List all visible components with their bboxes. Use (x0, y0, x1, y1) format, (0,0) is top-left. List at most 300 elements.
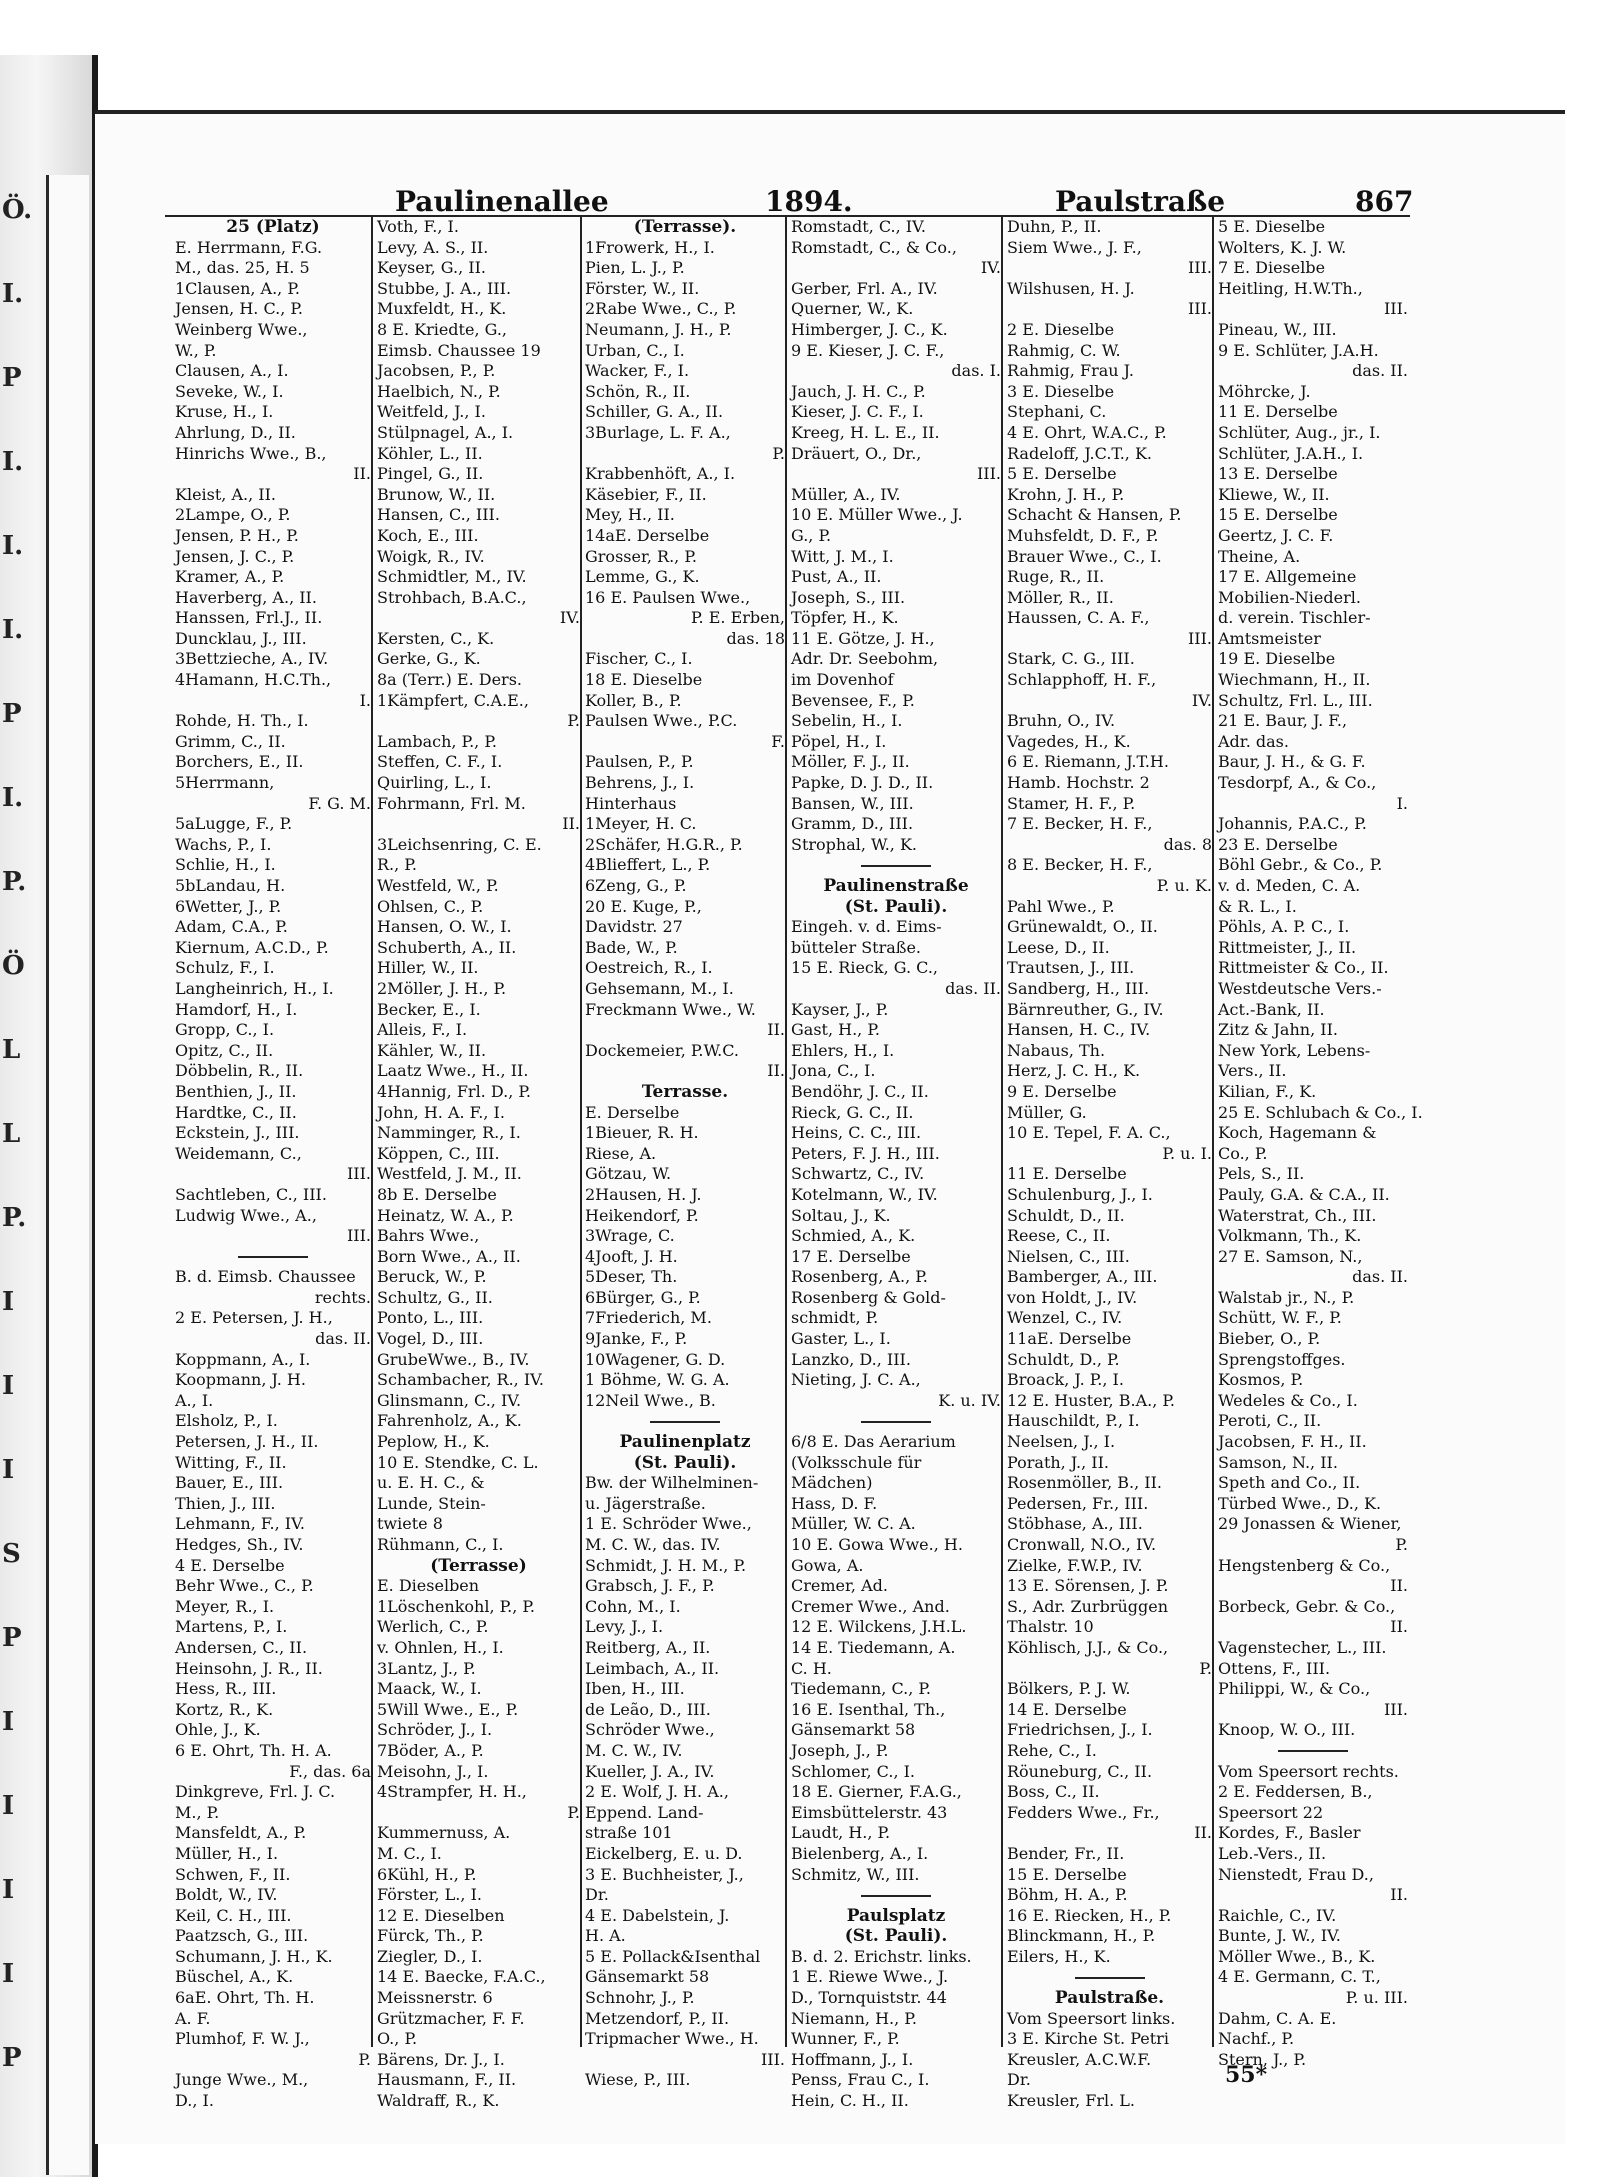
binding-mark: I. (2, 531, 24, 561)
directory-entry: 17 E. Derselbe (791, 1246, 911, 1266)
directory-entry: Lemme, G., K. (585, 567, 700, 587)
directory-entry: Böhm, H. A., P. (1007, 1885, 1128, 1905)
directory-entry: Jacobsen, P., P. (377, 361, 496, 381)
directory-entry: Neelsen, J., I. (1007, 1432, 1116, 1452)
directory-entry: Jensen, J. C., P. (175, 546, 295, 566)
directory-entry: Becker, E., I. (377, 999, 481, 1019)
directory-entry: Gramm, D., III. (791, 814, 914, 834)
directory-entry: Hinterhaus (585, 793, 677, 813)
directory-entry: Kosmos, P. (1218, 1370, 1304, 1390)
directory-entry: A., I. (175, 1390, 214, 1410)
directory-entry: I. (1396, 793, 1408, 813)
directory-entry: Seveke, W., I. (175, 381, 284, 401)
directory-entry: 13 E. Sörensen, J. P. (1007, 1576, 1169, 1596)
directory-entry: Kiernum, A.C.D., P. (175, 937, 329, 957)
directory-entry: 9Janke, F., P. (585, 1329, 688, 1349)
directory-entry: Amtsmeister (1218, 628, 1321, 648)
directory-entry: Strohbach, B.A.C., (377, 587, 527, 607)
directory-entry: das. II. (1352, 361, 1408, 381)
directory-entry: Möller, R., II. (1007, 587, 1114, 607)
directory-entry: Glinsmann, C., IV. (377, 1390, 522, 1410)
directory-entry: P. (1199, 1658, 1212, 1678)
section-divider (791, 855, 1001, 876)
directory-entry: Bielenberg, A., I. (791, 1843, 929, 1863)
directory-entry: Eickelberg, E. u. D. (585, 1843, 743, 1863)
directory-entry: Ohle, J., K. (175, 1720, 261, 1740)
directory-entry: Müller, H., I. (175, 1843, 279, 1863)
directory-entry: Levy, A. S., II. (377, 237, 489, 257)
directory-entry: M. C. W., das. IV. (585, 1535, 721, 1554)
directory-entry: Speersort 22 (1218, 1802, 1324, 1822)
section-heading: Terrasse. (641, 1081, 729, 1102)
directory-entry: Pöpel, H., I. (791, 731, 887, 751)
directory-entry: 4 E. Derselbe (175, 1555, 285, 1575)
directory-entry: 4 E. Ohrt, W.A.C., P. (1007, 422, 1167, 442)
directory-entry: Schulenburg, J., I. (1007, 1184, 1153, 1204)
directory-entry: 2Lampe, O., P. (175, 505, 291, 525)
directory-entry: Sandberg, H., III. (1007, 978, 1150, 998)
directory-entry: das. II. (945, 978, 1001, 998)
directory-entry: Rahmig, Frau J. (1007, 361, 1134, 381)
directory-entry: Grünewaldt, O., II. (1007, 917, 1158, 937)
directory-entry: 10Wagener, G. D. (585, 1349, 726, 1369)
directory-entry: 15 E. Derselbe (1007, 1864, 1127, 1884)
binding-mark: Ö (2, 951, 25, 981)
directory-entry: Soltau, J., K. (791, 1205, 891, 1225)
directory-entry: Köhler, L., II. (377, 443, 483, 463)
directory-entry: 4Jooft, J. H. (585, 1246, 678, 1266)
directory-entry: Laudt, H., P. (791, 1823, 891, 1843)
directory-entry: III. (760, 2049, 785, 2069)
directory-entry: D., I. (175, 2091, 214, 2111)
directory-entry: P. (1395, 1535, 1408, 1554)
directory-entry: Heinatz, W. A., P. (377, 1205, 514, 1225)
page-number: 867 (1355, 185, 1414, 218)
directory-entry: Schwen, F., II. (175, 1864, 291, 1884)
directory-entry: Ruge, R., II. (1007, 567, 1105, 587)
directory-entry: Cronwall, N.O., IV. (1007, 1535, 1157, 1554)
directory-entry: Cohn, M., I. (585, 1596, 681, 1616)
directory-entry: Witting, F., II. (175, 1452, 287, 1472)
directory-entry: Kummernuss, A. (377, 1823, 511, 1843)
directory-entry: New York, Lebens- (1218, 1040, 1371, 1060)
directory-entry: Heikendorf, P. (585, 1205, 699, 1225)
directory-entry: Peroti, C., II. (1218, 1411, 1322, 1431)
directory-entry: K. u. IV. (938, 1390, 1001, 1410)
section-heading: Paulsplatz (846, 1905, 946, 1926)
directory-entry: Werlich, C., P. (377, 1617, 489, 1637)
directory-entry: 6aE. Ohrt, Th. H. (175, 1988, 315, 2008)
directory-entry: Schütt, W. F., P. (1218, 1308, 1342, 1328)
directory-entry: II. (1390, 1617, 1408, 1637)
directory-entry: 12 E. Dieselben (377, 1905, 505, 1925)
directory-entry: Benthien, J., II. (175, 1081, 297, 1101)
directory-entry: R., P. (377, 855, 417, 875)
directory-entry: Friedrichsen, J., I. (1007, 1720, 1153, 1740)
column-4 (791, 217, 1003, 2111)
directory-entry: Iben, H., III. (585, 1679, 685, 1699)
directory-entry: 18 E. Gierner, F.A.G., (791, 1782, 962, 1802)
directory-entry: Nienstedt, Frau D., (1218, 1864, 1374, 1884)
directory-entry: Tripmacher Wwe., H. (585, 2029, 759, 2049)
directory-entry: Meissnerstr. 6 (377, 1988, 493, 2008)
directory-entry: III. (976, 464, 1001, 484)
section-heading: (Terrasse). (633, 217, 737, 237)
directory-entry: Eimsb. Chaussee 19 (377, 340, 541, 360)
directory-entry: Knoop, W. O., III. (1218, 1720, 1356, 1740)
directory-entry: Koch, E., III. (377, 525, 479, 545)
directory-entry: 5Herrmann, (175, 773, 275, 793)
directory-entry: das. II. (1352, 1267, 1408, 1287)
directory-entry: Reitberg, A., II. (585, 1637, 711, 1657)
directory-entry: Rosenmöller, B., II. (1007, 1473, 1162, 1493)
directory-entry: Krohn, J. H., P. (1007, 484, 1125, 504)
directory-entry: Weidemann, C., (175, 1143, 302, 1163)
directory-entry: Stülpnagel, A., I. (377, 422, 514, 442)
directory-entry: 9 E. Kieser, J. C. F., (791, 340, 945, 360)
directory-entry: Lehmann, F., IV. (175, 1514, 305, 1534)
directory-entry: Schmied, A., K. (791, 1226, 916, 1246)
directory-entry: M. C. W., IV. (585, 1740, 683, 1760)
directory-entry: Volkmann, Th., K. (1218, 1226, 1362, 1246)
directory-entry: Sprengstoffges. (1218, 1349, 1346, 1369)
directory-entry: 14aE. Derselbe (585, 525, 710, 545)
binding-mark: I. (2, 783, 24, 813)
directory-entry: Hiller, W., II. (377, 958, 479, 978)
binding-mark: I (2, 1287, 15, 1317)
directory-entry: II. (767, 1020, 785, 1040)
directory-entry: Laatz Wwe., H., II. (377, 1061, 529, 1081)
directory-entry: Joseph, S., III. (791, 587, 906, 607)
directory-entry: Borbeck, Gebr. & Co., (1218, 1596, 1396, 1616)
signature-mark: 55* (1225, 2062, 1268, 2088)
section-divider (585, 1411, 785, 1432)
directory-entry: 6 E. Riemann, J.T.H. (1007, 752, 1169, 772)
directory-entry: 12 E. Wilckens, J.H.L. (791, 1617, 967, 1637)
directory-entry: Kortz, R., K. (175, 1699, 274, 1719)
directory-entry: Mansfeldt, A., P. (175, 1823, 307, 1843)
directory-entry: Wedeles & Co., I. (1218, 1390, 1358, 1410)
directory-entry: Leese, D., II. (1007, 937, 1110, 957)
directory-entry: 3Burlage, L. F. A., (585, 422, 731, 442)
directory-entry: 6Bürger, G., P. (585, 1287, 701, 1307)
directory-entry: Schuldt, D., II. (1007, 1205, 1125, 1225)
directory-entry: Paulsen Wwe., P.C. (585, 711, 738, 731)
directory-entry: Jensen, P. H., P. (175, 525, 299, 545)
directory-entry: Keyser, G., II. (377, 258, 486, 278)
directory-entry: Duhn, P., II. (1007, 217, 1102, 236)
directory-entry: Schmitz, W., III. (791, 1864, 920, 1884)
binding-mark: P (2, 363, 22, 393)
directory-entry: Nielsen, C., III. (1007, 1246, 1130, 1266)
directory-entry: Vagenstecher, L., III. (1218, 1637, 1387, 1657)
directory-entry: GrubeWwe., B., IV. (377, 1349, 530, 1369)
directory-entry: Adam, C.A., P. (175, 917, 288, 937)
directory-entry: Rittmeister & Co., II. (1218, 958, 1389, 978)
section-divider (791, 1885, 1001, 1906)
directory-entry: 6/8 E. Das Aerarium (791, 1432, 956, 1452)
directory-entry: Schultz, Frl. L., III. (1218, 690, 1373, 710)
directory-entry: Bw. der Wilhelminen- (585, 1473, 759, 1493)
directory-entry: Voth, F., I. (377, 217, 459, 236)
directory-entry: Kersten, C., K. (377, 628, 495, 648)
directory-entry: 12 E. Huster, B.A., P. (1007, 1390, 1175, 1410)
directory-entry: straße 101 (585, 1823, 673, 1843)
directory-entry: 3Bettzieche, A., IV. (175, 649, 329, 669)
directory-entry: Herz, J. C. H., K. (1007, 1061, 1141, 1081)
directory-entry: Plumhof, F. W. J., (175, 2029, 310, 2049)
directory-entry: Schröder Wwe., (585, 1720, 715, 1740)
directory-entry: Schultz, G., II. (377, 1287, 493, 1307)
directory-entry: das. II. (315, 1329, 371, 1349)
directory-entry: Hausmann, F., II. (377, 2070, 517, 2090)
directory-entry: Tiedemann, C., P. (791, 1679, 931, 1699)
directory-entry: Behrens, J., I. (585, 773, 695, 793)
binding-mark: L (2, 1035, 21, 1065)
directory-entry: Zielke, F.W.P., IV. (1007, 1555, 1143, 1575)
directory-entry: Weinberg Wwe., (175, 319, 308, 339)
directory-entry: Eilers, H., K. (1007, 1946, 1111, 1966)
directory-entry: Hengstenberg & Co., (1218, 1555, 1391, 1575)
directory-entry: Wiese, P., III. (585, 2070, 691, 2090)
directory-entry: Alleis, F., I. (377, 1020, 468, 1040)
directory-entry: Johannis, P.A.C., P. (1218, 814, 1367, 834)
directory-entry: II. (1390, 1576, 1408, 1596)
directory-entry: Cremer Wwe., And. (791, 1596, 950, 1616)
directory-entry: 3 E. Dieselbe (1007, 381, 1115, 401)
directory-entry: 1Löschenkohl, P., P. (377, 1596, 535, 1616)
directory-entry: 9 E. Schlüter, J.A.H. (1218, 340, 1379, 360)
directory-entry: Kreusler, Frl. L. (1007, 2091, 1135, 2111)
directory-entry: Stöbhase, A., III. (1007, 1514, 1143, 1534)
directory-entry: Kueller, J. A., IV. (585, 1761, 715, 1781)
directory-entry: Haelbich, N., P. (377, 381, 501, 401)
directory-entry: Cremer, Ad. (791, 1576, 888, 1596)
directory-entry: Eckstein, J., III. (175, 1123, 300, 1143)
directory-entry: Fürck, Th., P. (377, 1926, 484, 1946)
directory-entry: 2Schäfer, H.G.R., P. (585, 834, 743, 854)
directory-entry: Romstadt, C., & Co., (791, 237, 957, 257)
directory-entry: Co., P. (1218, 1143, 1268, 1163)
directory-entry: Quirling, L., I. (377, 773, 492, 793)
directory-entry: Hansen, O. W., I. (377, 917, 512, 937)
binding-mark: P (2, 699, 22, 729)
directory-entry: 16 E. Riecken, H., P. (1007, 1905, 1172, 1925)
directory-entry: Borchers, E., II. (175, 752, 304, 772)
directory-entry: Pingel, G., II. (377, 464, 484, 484)
directory-entry: Kotelmann, W., IV. (791, 1184, 938, 1204)
directory-entry: Bieber, O., P. (1218, 1329, 1321, 1349)
directory-entry: Langheinrich, H., I. (175, 978, 334, 998)
directory-entry: Kruse, H., I. (175, 402, 274, 422)
directory-entry: 6 E. Ohrt, Th. H. A. (175, 1740, 332, 1760)
directory-entry: 2 E. Feddersen, B., (1218, 1782, 1373, 1802)
binding-mark: Ö. (2, 195, 33, 225)
directory-entry: v. Ohnlen, H., I. (377, 1637, 504, 1657)
binding-mark: P. (2, 1203, 27, 1233)
directory-entry: Fohrmann, Frl. M. (377, 793, 526, 813)
directory-entry: Röuneburg, C., II. (1007, 1761, 1153, 1781)
directory-entry: Döbbelin, R., II. (175, 1061, 304, 1081)
directory-entry: 29 Jonassen & Wiener, (1218, 1514, 1402, 1534)
directory-entry: Gast, H., P. (791, 1020, 880, 1040)
directory-entry: III. (1383, 299, 1408, 319)
directory-entry: II. (767, 1061, 785, 1081)
directory-entry: Grützmacher, F. F. (377, 2008, 525, 2028)
directory-entry: Kleist, A., II. (175, 484, 277, 504)
directory-entry: 4 E. Germann, C. T., (1218, 1967, 1381, 1987)
column-3 (585, 217, 787, 2090)
directory-entry: Act.-Bank, II. (1218, 999, 1325, 1019)
directory-entry: d. verein. Tischler- (1218, 608, 1371, 628)
binding-mark: I. (2, 279, 24, 309)
directory-entry: Peplow, H., K. (377, 1432, 490, 1452)
directory-entry: 1 E. Riewe Wwe., J. (791, 1967, 949, 1987)
directory-entry: Himberger, J. C., K. (791, 319, 948, 339)
directory-entry: Nachf., P. (1218, 2029, 1295, 2049)
directory-entry: Grimm, C., II. (175, 731, 286, 751)
directory-entry: Dr. (1007, 2070, 1031, 2090)
directory-entry: Kliewe, W., II. (1218, 484, 1330, 504)
directory-entry: Möhrcke, J. (1218, 381, 1311, 401)
directory-entry: 1Bieuer, R. H. (585, 1123, 699, 1143)
directory-entry: 10 E. Tepel, F. A. C., (1007, 1123, 1171, 1143)
binding-mark: L (2, 1119, 21, 1149)
directory-entry: Elsholz, P., I. (175, 1411, 278, 1431)
directory-entry: Pöhls, A. P. C., I. (1218, 917, 1350, 937)
directory-entry: von Holdt, J., IV. (1007, 1287, 1138, 1307)
directory-entry: 8a (Terr.) E. Ders. (377, 670, 522, 690)
binding-mark: I (2, 1791, 15, 1821)
directory-entry: Schlüter, Aug., jr., I. (1218, 422, 1381, 442)
directory-entry: 27 E. Samson, N., (1218, 1246, 1363, 1266)
directory-entry: Walstab jr., N., P. (1218, 1287, 1355, 1307)
directory-entry: P. E. Erben, (691, 608, 785, 628)
directory-entry: Jauch, J. H. C., P. (791, 381, 926, 401)
directory-entry: Käsebier, F., II. (585, 484, 707, 504)
directory-entry: Kramer, A., P. (175, 567, 285, 587)
directory-entry: 8 E. Becker, H. F., (1007, 855, 1153, 875)
street-title-left: Paulinenallee (395, 185, 609, 218)
directory-entry: 5 E. Derselbe (1007, 464, 1117, 484)
directory-entry: Adr. Dr. Seebohm, (791, 649, 939, 669)
section-heading: 25 (Platz) (226, 217, 320, 237)
directory-entry: Schlie, H., I. (175, 855, 276, 875)
directory-entry: Mey, H., II. (585, 505, 675, 525)
directory-entry: Götzau, W. (585, 1164, 672, 1184)
directory-entry: Hedges, Sh., IV. (175, 1535, 304, 1554)
directory-entry: Raichle, C., IV. (1218, 1905, 1337, 1925)
directory-entry: 1Meyer, H. C. (585, 814, 697, 834)
directory-entry: Müller, G. (1007, 1102, 1087, 1122)
directory-entry: 3Leichsenring, C. E. (377, 834, 542, 854)
directory-entry: Siem Wwe., J. F., (1007, 237, 1142, 257)
column-6 (1218, 217, 1423, 2069)
directory-entry: Pels, S., II. (1218, 1164, 1305, 1184)
directory-entry: Ahrlung, D., II. (175, 422, 296, 442)
adjacent-page-edge (46, 175, 89, 2175)
directory-entry: III. (1187, 258, 1212, 278)
directory-entry: 1 E. Schröder Wwe., (585, 1514, 752, 1534)
directory-entry: Koller, B., P. (585, 690, 682, 710)
directory-entry: Kreeg, H. L. E., II. (791, 422, 940, 442)
directory-entry: Wiechmann, H., II. (1218, 670, 1371, 690)
directory-entry: 14 E. Derselbe (1007, 1699, 1127, 1719)
directory-entry: Brauer Wwe., C., I. (1007, 546, 1162, 566)
directory-entry: 4 E. Dabelstein, J. (585, 1905, 730, 1925)
directory-entry: 3 E. Kirche St. Petri (1007, 2029, 1169, 2049)
directory-entry: 23 E. Derselbe (1218, 834, 1338, 854)
directory-entry: Bruhn, O., IV. (1007, 711, 1116, 731)
directory-entry: C. H. (791, 1658, 832, 1678)
directory-entry: Sachtleben, C., III. (175, 1184, 327, 1204)
directory-entry: Hansen, H. C., IV. (1007, 1020, 1151, 1040)
directory-entry: Zitz & Jahn, II. (1218, 1020, 1338, 1040)
directory-entry: Ehlers, H., I. (791, 1040, 895, 1060)
directory-entry: Förster, W., II. (585, 278, 700, 298)
directory-entry: Grabsch, J. F., P. (585, 1576, 715, 1596)
directory-entry: Speth and Co., II. (1218, 1473, 1361, 1493)
directory-entry: Kieser, J. C. F., I. (791, 402, 924, 422)
directory-entry: B. d. Eimsb. Chaussee (175, 1267, 356, 1287)
directory-entry: S., Adr. Zurbrüggen (1007, 1596, 1169, 1616)
directory-entry: 11 E. Derselbe (1007, 1164, 1127, 1184)
directory-entry: 15 E. Derselbe (1218, 505, 1338, 525)
directory-entry: W., P. (175, 340, 217, 360)
directory-entry: Hoffmann, J., I. (791, 2049, 914, 2069)
directory-entry: Meisohn, J., I. (377, 1761, 489, 1781)
binding-mark: I (2, 1455, 15, 1485)
binding-mark: I. (2, 447, 24, 477)
binding-mark: P. (2, 867, 27, 897)
directory-entry: Bölkers, P. J. W. (1007, 1679, 1131, 1699)
directory-entry: Stamer, H. F., P. (1007, 793, 1136, 813)
directory-entry: M., P. (175, 1802, 220, 1822)
directory-entry: im Dovenhof (791, 670, 894, 690)
directory-entry: das. 8 (1163, 834, 1212, 854)
directory-entry: rechts. (314, 1287, 371, 1307)
directory-entry: Namminger, R., I. (377, 1123, 521, 1143)
directory-entry: Schuldt, D., P. (1007, 1349, 1120, 1369)
directory-entry: Schambacher, R., IV. (377, 1370, 544, 1390)
directory-entry: III. (1383, 1699, 1408, 1719)
directory-entry: Ohlsen, C., P. (377, 896, 484, 916)
section-heading: (St. Pauli). (844, 896, 948, 917)
directory-entry: John, H. A. F., I. (377, 1102, 505, 1122)
directory-entry: Schröder, J., I. (377, 1720, 493, 1740)
directory-entry: Pineau, W., III. (1218, 319, 1337, 339)
directory-entry: Bevensee, F., P. (791, 690, 915, 710)
directory-entry: 6Wetter, J., P. (175, 896, 282, 916)
directory-entry: twiete 8 (377, 1514, 443, 1534)
directory-entry: Böhl Gebr., & Co., P. (1218, 855, 1383, 875)
directory-entry: P. (358, 2049, 371, 2069)
directory-entry: Boldt, W., IV. (175, 1885, 278, 1905)
directory-entry: 2Hausen, H. J. (585, 1184, 702, 1204)
directory-entry: 5Will Wwe., E., P. (377, 1699, 519, 1719)
directory-entry: Pauly, G.A. & C.A., II. (1218, 1184, 1390, 1204)
directory-entry: Möller, F. J., II. (791, 752, 910, 772)
directory-entry: Nieting, J. C. A., (791, 1370, 921, 1390)
directory-entry: Freckmann Wwe., W. (585, 999, 756, 1019)
column-1 (175, 217, 373, 2111)
directory-entry: Samson, N., II. (1218, 1452, 1338, 1472)
directory-entry: bütteler Straße. (791, 937, 922, 957)
directory-entry: Bahrs Wwe., (377, 1226, 480, 1246)
directory-entry: 2 E. Petersen, J. H., (175, 1308, 333, 1328)
directory-entry: Theine, A. (1218, 546, 1301, 566)
directory-entry: Steffen, C. F., I. (377, 752, 503, 772)
